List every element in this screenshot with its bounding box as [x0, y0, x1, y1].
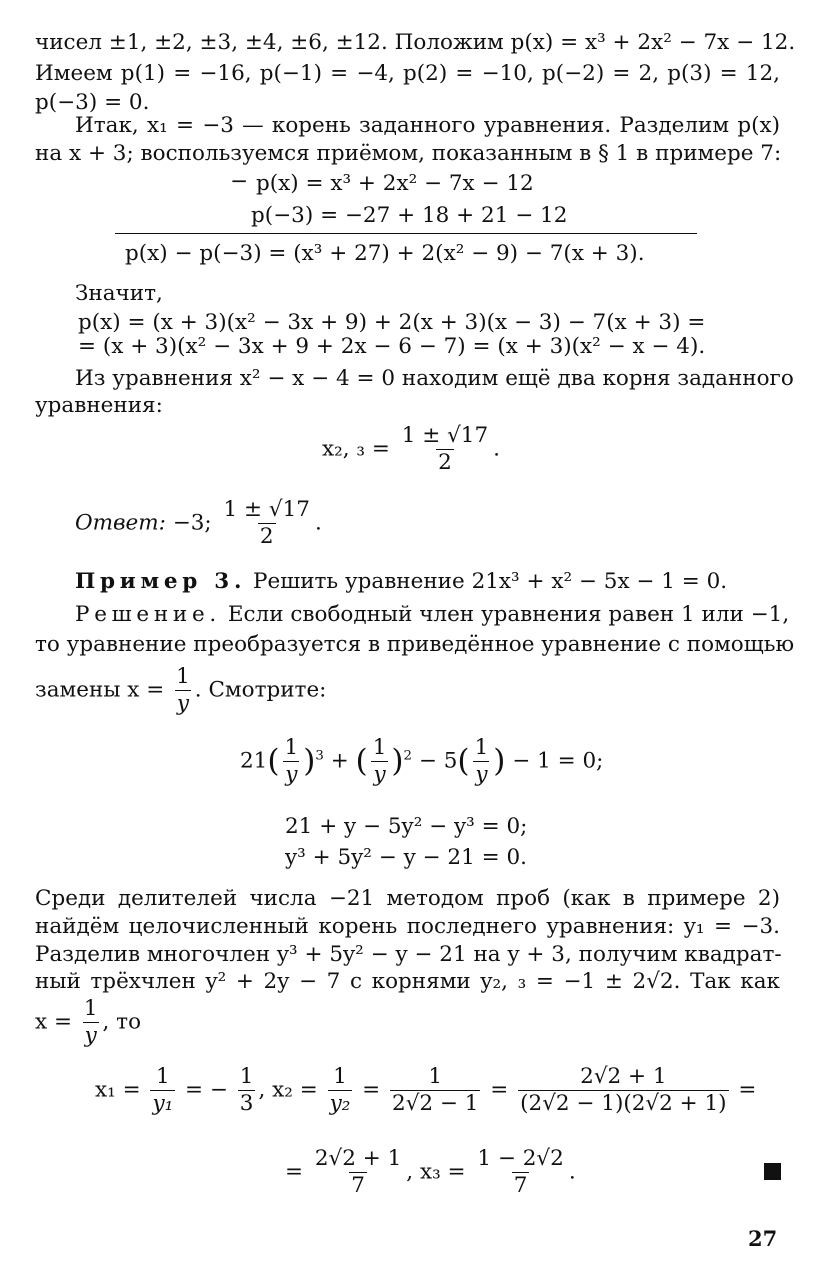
formula-line: p(x) = (x + 3)(x² − 3x + 9) + 2(x + 3)(x − 3) − 7(x + 3) =: [78, 310, 706, 335]
text-line: Из уравнения x² − x − 4 = 0 находим ещё два корня заданного: [75, 366, 794, 391]
substitution-line: [35, 664, 326, 717]
answer-line: Ответ: −3; $\frac{1 \pm √17}{2}$ .: [75, 497, 322, 549]
text-line: ный трёхчлен y² + 2y − 7 с корнями y₂, ₃ = −1 ± 2√2. Так как: [35, 969, 780, 994]
denominator: y₂: [329, 1090, 351, 1116]
numerator: 1 ± √17: [401, 423, 489, 448]
text-line: Имеем p(1) = −16, p(−1) = −4, p(2) = −10, p(−2) = 2, p(3) = 12,: [35, 61, 780, 86]
variable: , x₂ =: [258, 1077, 318, 1103]
end-of-proof-square-icon: [764, 1163, 781, 1180]
denominator: y: [475, 761, 488, 787]
substitution-text-end: . Смотрите:: [194, 677, 327, 703]
numerator: 1: [239, 1064, 254, 1089]
substitution-line: [35, 996, 141, 1049]
text-line: Значит,: [75, 281, 163, 306]
fraction: [400, 423, 490, 476]
numerator: 1: [83, 996, 98, 1021]
substitution-text: замены x =: [35, 677, 165, 703]
division-result: p(x) − p(−3) = (x³ + 27) + 2(x² − 9) − 7(x + 3).: [125, 241, 645, 266]
text-line: на x + 3; воспользуемся приёмом, показанным в § 1 в примере 7:: [35, 141, 782, 166]
equation-fractions: 21( $\frac{1}{y}$ )$^3$ + ( $\frac{1}{y}$ )$^2$ − 5( $\frac{1}{y}$ ) − 1 = 0;: [240, 735, 604, 787]
numerator: 1: [176, 664, 190, 689]
solution-label: Решение.: [75, 602, 221, 627]
denominator: 2: [438, 449, 452, 475]
division-line-2: p(−3) = −27 + 18 + 21 − 12: [251, 203, 568, 228]
numerator: 1: [284, 735, 299, 760]
denominator: 2√2 − 1: [392, 1090, 479, 1116]
variable: x₁ =: [95, 1077, 141, 1103]
denominator: y: [373, 761, 386, 787]
denominator: 2: [259, 523, 274, 549]
text-line: то уравнение преобразуется в приведённое уравнение с помощью: [35, 632, 795, 657]
exponent: 2: [403, 748, 413, 764]
text-line: Среди делителей числа −21 методом проб (как в примере 2): [35, 886, 780, 911]
equation-end: − 1 = 0;: [512, 748, 604, 774]
numerator: 1 ± √17: [223, 497, 310, 522]
operator: = −: [185, 1077, 228, 1103]
example-heading: [35, 569, 780, 596]
text-line: Разделив многочлен y³ + 5y² − y − 21 на y + 3, получим квадрат-: [35, 942, 782, 967]
division-line-1: p(x) = x³ + 2x² − 7x − 12: [256, 171, 534, 196]
example-label: Пример 3.: [75, 569, 247, 594]
result-line-2: [285, 1146, 576, 1199]
formula-line: = (x + 3)(x² − 3x + 9 + 2x − 6 − 7) = (x + 3)(x² − x − 4).: [78, 334, 706, 359]
numerator: 1 − 2√2: [477, 1146, 564, 1171]
substitution-text-end: , то: [102, 1009, 142, 1035]
division-rule: [115, 233, 697, 234]
coefficient: 21: [240, 748, 268, 774]
numerator: 1: [474, 735, 489, 760]
numerator: 1: [333, 1064, 347, 1089]
period: .: [568, 1159, 576, 1185]
denominator: 3: [239, 1090, 254, 1116]
page-number: 27: [748, 1226, 778, 1251]
text-line: Итак, x₁ = −3 — корень заданного уравнения. Разделим p(x): [75, 113, 780, 138]
operator: =: [285, 1159, 304, 1185]
denominator: y₁: [152, 1090, 174, 1116]
equation-line: 21 + y − 5y² − y³ = 0;: [285, 814, 528, 839]
answer-label: Ответ:: [75, 510, 166, 536]
formula-lhs: x₂, ₃ =: [322, 436, 390, 462]
denominator: y: [84, 1022, 97, 1048]
operator: =: [738, 1077, 757, 1103]
solution-text: Если свободный член уравнения равен 1 или −1,: [227, 602, 790, 627]
fraction: [222, 497, 312, 550]
equation-line: y³ + 5y² − y − 21 = 0.: [285, 845, 527, 870]
numerator: 1: [428, 1064, 443, 1089]
solution-line: [35, 602, 790, 629]
denominator: y: [176, 690, 190, 716]
result-line-1: [95, 1064, 756, 1117]
text-line: найдём целочисленный корень последнего уравнения: y₁ = −3.: [35, 914, 780, 939]
operator: =: [490, 1077, 509, 1103]
variable: , x₃ =: [406, 1159, 466, 1185]
denominator: 7: [351, 1172, 365, 1198]
numerator: 1: [155, 1064, 170, 1089]
text-line: уравнения:: [35, 393, 163, 418]
example-text: Решить уравнение 21x³ + x² − 5x − 1 = 0.: [253, 569, 728, 594]
roots-formula: x₂, ₃ = $\frac{1 \pm √17}{2}$ .: [322, 423, 500, 475]
denominator: (2√2 − 1)(2√2 + 1): [520, 1090, 727, 1116]
fraction: [174, 664, 192, 717]
operator: − 5: [418, 748, 458, 774]
operator: =: [362, 1077, 381, 1103]
answer-value: −3;: [172, 510, 212, 536]
denominator: y: [285, 761, 298, 787]
text-line: чисел ±1, ±2, ±3, ±4, ±6, ±12. Положим p(x) = x³ + 2x² − 7x − 12.: [35, 30, 796, 55]
exponent: 3: [315, 748, 324, 764]
numerator: 2√2 + 1: [314, 1146, 402, 1171]
operator: +: [330, 748, 349, 774]
substitution-text: x =: [35, 1009, 72, 1035]
text-line: p(−3) = 0.: [35, 90, 150, 115]
numerator: 1: [372, 735, 387, 760]
numerator: 2√2 + 1: [580, 1064, 667, 1089]
minus-sign: −: [230, 169, 249, 194]
denominator: 7: [513, 1172, 528, 1198]
fraction: [82, 996, 100, 1049]
